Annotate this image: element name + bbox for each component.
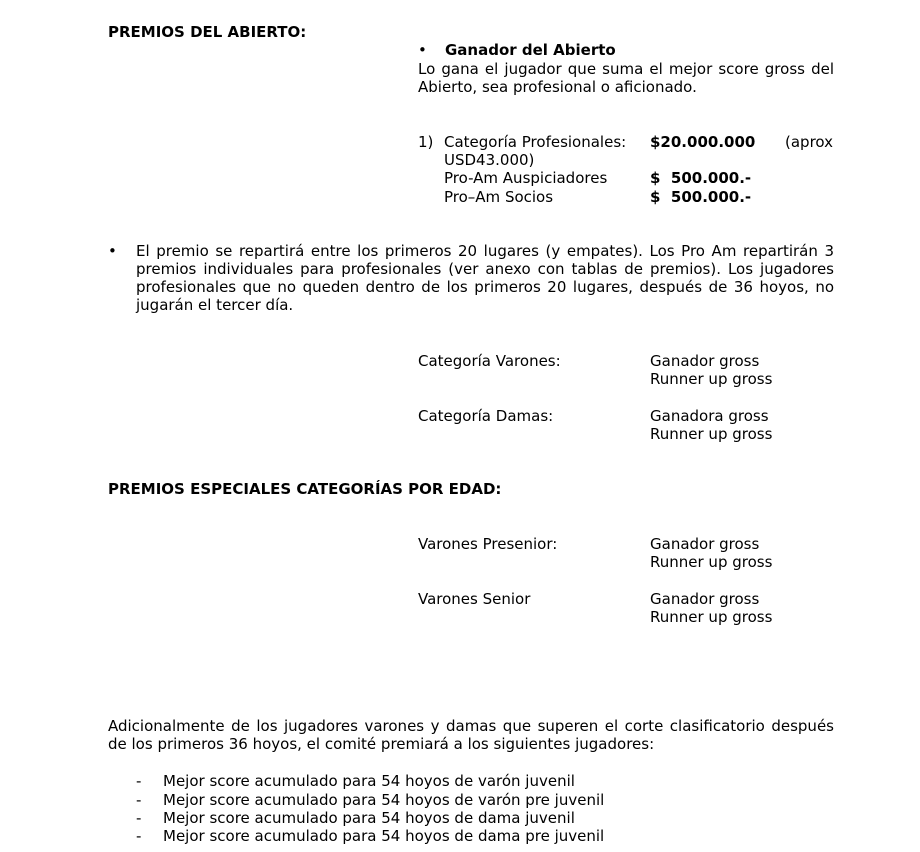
prize-label-socios: Pro–Am Socios	[444, 188, 554, 206]
dash-bullet: -	[136, 791, 142, 809]
winner-description	[418, 60, 834, 96]
additional-line: de los primeros 36 hoyos, el comité premiará a los siguientes jugadores:	[108, 735, 655, 753]
prize-note: (aprox	[785, 133, 833, 151]
category-label-damas: Categoría Damas:	[418, 407, 554, 425]
bullet-icon: •	[418, 41, 427, 59]
section-heading-premios-especiales: PREMIOS ESPECIALES CATEGORÍAS POR EDAD:	[108, 480, 502, 498]
prize-amount-profesionales: $20.000.000	[650, 133, 756, 151]
distribution-line: profesionales que no queden dentro de los primeros 20 lugares, después de 36 hoyos, no	[136, 278, 834, 296]
prize-label-auspiciadores: Pro-Am Auspiciadores	[444, 169, 608, 187]
distribution-line: El premio se repartirá entre los primeros 20 lugares (y empates). Los Pro Am repartirán 3	[136, 242, 834, 260]
age-category-prize: Ganador gross	[650, 535, 760, 553]
age-category-label-senior: Varones Senior	[418, 590, 531, 608]
category-prize: Ganador gross	[650, 352, 760, 370]
additional-paragraph	[108, 717, 834, 753]
category-prize: Runner up gross	[650, 370, 773, 388]
distribution-paragraph	[136, 242, 834, 314]
dash-bullet: -	[136, 809, 142, 827]
winner-desc-line: Lo gana el jugador que suma el mejor score gross del	[418, 60, 834, 78]
category-prize: Runner up gross	[650, 425, 773, 443]
age-category-prize: Ganador gross	[650, 590, 760, 608]
bullet-icon: •	[108, 242, 117, 260]
age-category-prize: Runner up gross	[650, 608, 773, 626]
winner-desc-line: Abierto, sea profesional o aficionado.	[418, 78, 697, 96]
prize-note-continued: USD43.000)	[444, 151, 535, 169]
distribution-line: jugarán el tercer día.	[136, 296, 294, 314]
prize-label-profesionales: Categoría Profesionales:	[444, 133, 627, 151]
age-category-prize: Runner up gross	[650, 553, 773, 571]
additional-line: Adicionalmente de los jugadores varones y damas que superen el corte clasificatorio después	[108, 717, 834, 735]
distribution-line: premios individuales para profesionales (ver anexo con tablas de premios). Los jugadores	[136, 260, 834, 278]
list-item: Mejor score acumulado para 54 hoyos de dama pre juvenil	[163, 827, 605, 845]
category-label-varones: Categoría Varones:	[418, 352, 561, 370]
dash-bullet: -	[136, 827, 142, 845]
section-heading-premios-abierto: PREMIOS DEL ABIERTO:	[108, 23, 307, 41]
age-category-label-presenior: Varones Presenior:	[418, 535, 558, 553]
dash-bullet: -	[136, 772, 142, 790]
list-item: Mejor score acumulado para 54 hoyos de varón pre juvenil	[163, 791, 605, 809]
list-item: Mejor score acumulado para 54 hoyos de varón juvenil	[163, 772, 575, 790]
prize-amount-socios: $ 500.000.-	[650, 188, 752, 206]
prize-list-number: 1)	[418, 133, 434, 151]
list-item: Mejor score acumulado para 54 hoyos de dama juvenil	[163, 809, 575, 827]
prize-amount-auspiciadores: $ 500.000.-	[650, 169, 752, 187]
category-prize: Ganadora gross	[650, 407, 769, 425]
winner-title: Ganador del Abierto	[445, 41, 616, 59]
